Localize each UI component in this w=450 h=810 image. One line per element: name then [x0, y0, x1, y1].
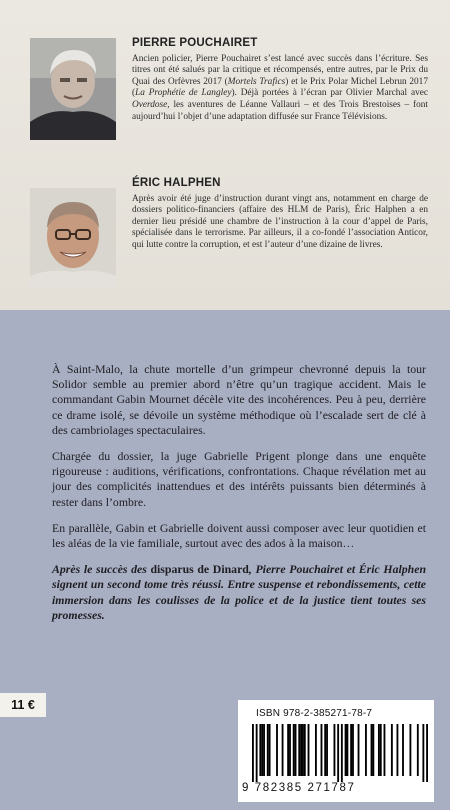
text-run: , les aventures de Léanne Vallauri – et des Trois Brestoises – font aujourd’hui l’objet d’une adaptation diffusée sur France Télévisions. — [132, 99, 428, 122]
barcode-bar — [324, 724, 326, 776]
barcode-bar — [345, 724, 347, 776]
author-name: PIERRE POUCHAIRET — [132, 37, 258, 49]
text-run: La Prophétie de Langley — [135, 88, 232, 99]
barcode-bar — [326, 724, 328, 776]
barcode-bar — [289, 724, 291, 776]
text-run: Après le succès des — [52, 562, 151, 577]
text-run: Mortels Trafics — [227, 76, 286, 87]
barcode-bar — [378, 724, 380, 776]
barcode-icon — [252, 724, 428, 782]
barcode-bar — [276, 724, 278, 776]
author-photo-halphen — [30, 188, 116, 288]
text-run: , Pierre Pouchairet et Éric Halphen signent un second tome très réussi. Entre suspense et rebondissements, cette immersion dans les coulisses de la police et de la justice tient toutes ses promesses. — [52, 562, 427, 622]
text-run: Après avoir été juge d’instruction durant vingt ans, notamment en charge de dossiers politico-financiers (affaire des HLM de Paris), Éric Halphen a en dernier lieu présidé une chambre de l’instruction à la cour d’appel de Paris, spécialisée dans le terrorisme. Par ailleurs, il a co-fondé l’association Anticor, qui lutte contre la corruption, et est l’auteur d’une dizaine de livres. — [132, 193, 428, 250]
barcode-bar — [315, 724, 317, 776]
synopsis-paragraph: À Saint-Malo, la chute mortelle d’un grimpeur chevronné depuis la tour Solidor semble au premier abord n’être qu’un tragique accident. Mais le commandant Gabin Mournet décèle vite des incohérences. Peu à peu, derrière ce drame isolé, se dévoile un système méthodique où l’escalade sert de clé à des cambriolages spectaculaires. — [52, 362, 426, 437]
barcode-bar — [334, 724, 336, 776]
barcode-bar — [295, 724, 297, 776]
barcode-bar — [282, 724, 284, 776]
barcode-bar — [252, 724, 254, 782]
ean-digits: 9 782385 271787 — [242, 782, 356, 794]
barcode-bar — [298, 724, 300, 776]
barcode-bar — [269, 724, 271, 776]
barcode-bar — [263, 724, 265, 776]
barcode-bar — [417, 724, 419, 776]
author-bio-halphen — [132, 178, 428, 252]
barcode-panel — [238, 700, 434, 802]
barcode-bar — [372, 724, 374, 776]
author-name: ÉRIC HALPHEN — [132, 177, 221, 189]
barcode-bar — [337, 724, 339, 782]
authors-section — [0, 0, 450, 310]
barcode-bar — [384, 724, 386, 776]
barcode-bar — [300, 724, 302, 776]
barcode-bar — [426, 724, 428, 782]
synopsis-paragraph: En parallèle, Gabin et Gabrielle doivent aussi composer avec leur quotidien et les aléas de la vie familiale, surtout avec des ados à la maison… — [52, 520, 426, 551]
price-tag: 11 € — [0, 693, 46, 717]
background-texture — [0, 0, 30, 310]
barcode-bar — [350, 724, 352, 776]
barcode-bar — [391, 724, 393, 776]
barcode-bar — [409, 724, 411, 776]
barcode-bar — [422, 724, 424, 782]
barcode-bar — [287, 724, 289, 776]
author-photo-pouchairet — [30, 38, 116, 140]
text-run: Overdose — [132, 99, 168, 110]
text-run: ). Déjà portées à l’écran par Olivier Marchal avec — [231, 88, 428, 99]
barcode-bar — [358, 724, 360, 776]
isbn-text: ISBN 978-2-385271-78-7 — [256, 708, 373, 719]
author-bio-pouchairet — [132, 38, 428, 123]
barcode-bar — [352, 724, 354, 776]
barcode-bar — [341, 724, 343, 782]
barcode-bar — [402, 724, 404, 776]
barcode-bar — [261, 724, 263, 776]
bio-text — [132, 194, 428, 252]
barcode-bar — [397, 724, 399, 776]
barcode-bar — [293, 724, 295, 776]
barcode-bar — [371, 724, 373, 776]
barcode-bar — [259, 724, 261, 776]
bio-text — [132, 54, 428, 124]
barcode-bar — [302, 724, 304, 776]
barcode-bar — [380, 724, 382, 776]
text-run: Ancien policier, Pierre Pouchairet s’est lancé avec succès dans l’écriture. Ses titres ont été salués par la critique et récompensés, entre autres, par le Prix du Quai des Orfèvres 2017 ( — [132, 53, 428, 87]
barcode-bar — [308, 724, 310, 776]
text-run: disparus de Dinard — [150, 562, 249, 577]
barcode-bar — [304, 724, 306, 776]
barcode-bar — [346, 724, 348, 776]
synopsis-paragraph: Chargée du dossier, la juge Gabrielle Prigent plonge dans une enquête rigoureuse : auditions, vérifications, confrontations. Chaque révélation met au jour des complicités inattendues et des intérêts puissants bien déterminés à rester dans l’ombre. — [52, 449, 426, 509]
barcode-bar — [267, 724, 269, 776]
text-run: ) et le Prix Polar Michel Lebrun 2017 ( — [132, 76, 428, 99]
barcode-bar — [256, 724, 258, 782]
synopsis — [52, 362, 426, 634]
closing-statement — [52, 562, 426, 623]
barcode-bar — [321, 724, 323, 776]
barcode-bar — [365, 724, 367, 776]
